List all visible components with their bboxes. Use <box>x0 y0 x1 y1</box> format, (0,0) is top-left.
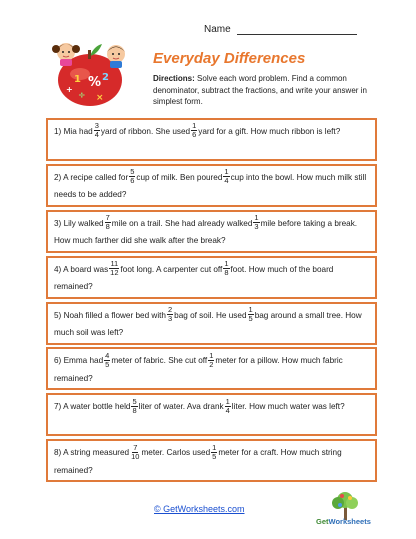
problem-text: A string measured <box>63 448 130 458</box>
svg-text:%: % <box>88 75 102 90</box>
problem-text: cup of milk. Ben poured <box>136 172 223 182</box>
fraction-numerator: 5 <box>132 396 137 406</box>
fraction-numerator: 1 <box>254 213 259 223</box>
problem-text: yard of ribbon. She used <box>100 127 191 136</box>
fraction-denominator: 6 <box>130 176 135 186</box>
problem-number: 1) <box>54 127 62 136</box>
problem-text: mile on a trail. She had already walked <box>111 218 253 228</box>
problem-box <box>46 256 377 299</box>
problem-text: bag around a small tree. How much soil was left? <box>54 310 362 337</box>
problem-text: meter of fabric. She cut off <box>111 356 208 366</box>
fraction <box>253 214 259 231</box>
problem-text: Noah filled a flower bed with <box>63 310 166 320</box>
problem-box <box>46 302 377 345</box>
fraction <box>104 352 110 369</box>
fraction <box>94 122 100 139</box>
problem-number: 3) <box>54 218 62 228</box>
fraction-numerator: 7 <box>105 213 110 223</box>
problem-text: Emma had <box>63 356 104 366</box>
fraction-denominator: 5 <box>212 451 217 461</box>
fraction-denominator: 2 <box>209 359 214 369</box>
svg-text:+: + <box>66 85 73 94</box>
fraction-denominator: 8 <box>224 268 229 277</box>
fraction <box>191 122 197 139</box>
problem-text: cup into the bowl. How much milk still needs to be added? <box>54 172 367 200</box>
problem-number: 4) <box>54 264 62 274</box>
fraction-numerator: 2 <box>167 304 173 314</box>
svg-text:×: × <box>96 93 104 103</box>
name-label: Name <box>204 24 231 35</box>
problem-box <box>46 164 377 207</box>
getworksheets-link[interactable]: © GetWorksheets.com <box>154 504 245 514</box>
directions-label: Directions: <box>153 74 195 83</box>
problem-box <box>46 118 377 161</box>
problem-text: liter of water. Ava drank <box>138 402 224 412</box>
problem-text: meter for a craft. How much string remained? <box>54 448 342 475</box>
directions-body: Solve each word problem. Find a common denominator, subtract the fractions, and write your answer in simplest form. <box>153 74 367 106</box>
fraction <box>225 398 231 415</box>
fraction-denominator: 3 <box>167 313 173 323</box>
fraction-denominator: 4 <box>225 405 230 415</box>
problem-box <box>46 347 377 390</box>
problem-number: 8) <box>54 448 62 458</box>
problem-number: 5) <box>54 310 62 320</box>
fraction-numerator: 1 <box>248 304 253 314</box>
fraction <box>130 444 140 461</box>
problem-text: mile before taking a break. How much farther did she walk after the break? <box>54 218 358 246</box>
problem-text: yard for a gift. How much ribbon is left? <box>198 127 341 136</box>
fraction-numerator: 1 <box>209 350 214 360</box>
fraction-numerator: 4 <box>105 350 110 360</box>
fraction <box>248 306 254 323</box>
problem-number: 7) <box>54 402 62 412</box>
name-write-line <box>237 25 357 35</box>
fraction-denominator: 4 <box>94 130 99 140</box>
apple-kids-illustration <box>44 30 136 108</box>
problem-text: A recipe called for <box>63 172 129 182</box>
svg-text:1: 1 <box>74 74 81 85</box>
name-field-row <box>204 24 357 35</box>
fraction-denominator: 3 <box>254 222 259 232</box>
problem-box <box>46 439 377 482</box>
fraction-denominator: 6 <box>192 130 197 140</box>
problem-text: meter. Carlos used <box>141 448 211 458</box>
fraction <box>109 260 119 277</box>
worksheet-title: Everyday Differences <box>153 50 306 67</box>
fraction-denominator: 12 <box>110 268 119 277</box>
fraction <box>129 168 135 185</box>
fraction-numerator: 1 <box>225 396 230 406</box>
fraction-denominator: 8 <box>132 405 137 415</box>
directions-text <box>153 73 375 108</box>
fraction <box>131 398 137 415</box>
fraction-numerator: 1 <box>212 442 217 452</box>
fraction-numerator: 11 <box>110 259 119 268</box>
fraction <box>211 444 217 461</box>
fraction-numerator: 3 <box>94 121 99 131</box>
fraction-numerator: 7 <box>133 442 138 452</box>
svg-text:÷: ÷ <box>78 91 86 101</box>
fraction <box>208 352 214 369</box>
fraction <box>105 214 111 231</box>
problem-text: A water bottle held <box>63 402 131 412</box>
problem-box <box>46 210 377 253</box>
fraction-denominator: 10 <box>131 451 140 461</box>
problem-text: Lily walked <box>63 218 104 228</box>
fraction <box>223 168 229 185</box>
problem-text: liter. How much water was left? <box>231 402 345 412</box>
fraction-denominator: 4 <box>224 176 229 186</box>
fraction-denominator: 8 <box>105 222 110 232</box>
problem-text: Mia had <box>63 127 93 136</box>
problem-text: A board was <box>63 264 109 274</box>
logo-worksheets-text: Worksheets <box>328 517 371 526</box>
fraction-denominator: 5 <box>105 359 110 369</box>
problem-number: 2) <box>54 172 62 182</box>
problem-text: foot. How much of the board remained? <box>54 264 334 291</box>
fraction-numerator: 1 <box>192 121 197 131</box>
problem-number: 6) <box>54 356 62 366</box>
problem-text: bag of soil. He used <box>174 310 247 320</box>
fraction-numerator: 1 <box>224 259 229 268</box>
fraction-denominator: 5 <box>248 313 253 323</box>
fraction <box>167 306 173 323</box>
problem-list <box>46 118 377 485</box>
fraction-numerator: 5 <box>130 167 135 177</box>
logo-get-text: Get <box>316 517 329 526</box>
fraction <box>223 260 229 277</box>
fraction-numerator: 1 <box>224 167 229 177</box>
problem-text: meter for a pillow. How much fabric remained? <box>54 356 343 383</box>
problem-text: foot long. A carpenter cut off <box>120 264 223 274</box>
problem-box <box>46 393 377 436</box>
svg-text:2: 2 <box>102 72 109 83</box>
getworksheets-logo-text <box>316 517 371 526</box>
